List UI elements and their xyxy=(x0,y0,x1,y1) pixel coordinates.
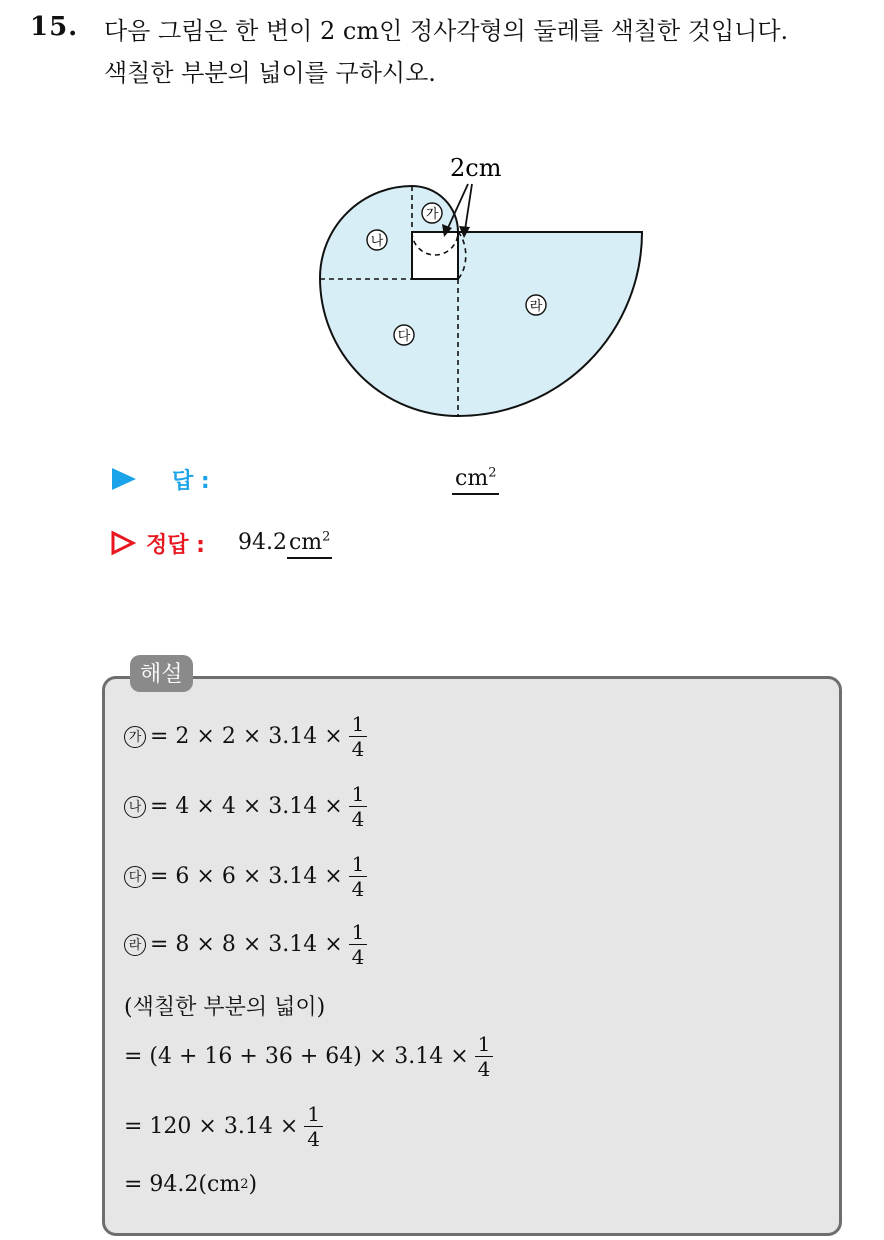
solution-expr: = 120 × 3.14 × xyxy=(124,1114,299,1139)
region-label-ga xyxy=(422,203,442,223)
spiral-figure xyxy=(300,140,660,430)
region-label-ra-text: 라 xyxy=(529,299,543,314)
solution-step3: = 94.2( cm 2 ) xyxy=(124,1172,258,1197)
solution-tag: 해설 xyxy=(130,655,193,692)
solution-unit: cm xyxy=(207,1172,241,1197)
solution-step1 xyxy=(124,1032,493,1081)
answer-label: 답 : xyxy=(172,469,210,494)
correct-value: 94.2 xyxy=(238,530,287,555)
correct-unit: cm xyxy=(288,530,323,555)
center-square xyxy=(412,232,458,279)
question-number: 15. xyxy=(30,12,79,42)
solution-expr: = 4 × 4 × 3.14 × xyxy=(150,794,343,819)
circled-mark-na: 나 xyxy=(124,796,146,818)
region-label-ra xyxy=(526,295,546,315)
solution-line-na xyxy=(124,782,367,831)
answer-unit: cm xyxy=(455,466,489,491)
outline-triangle-icon xyxy=(110,530,136,556)
fraction-numerator: 1 xyxy=(304,1102,323,1127)
fraction xyxy=(349,712,368,761)
fraction xyxy=(349,782,368,831)
arrow-right-shaft xyxy=(465,184,472,230)
question-text xyxy=(104,10,874,94)
play-triangle-icon xyxy=(112,468,136,490)
fraction xyxy=(304,1102,323,1151)
circled-mark-da: 다 xyxy=(124,866,146,888)
solution-expr: = 8 × 8 × 3.14 × xyxy=(150,932,343,957)
solution-expr: = 94.2( xyxy=(124,1172,207,1197)
correct-label: 정답 : xyxy=(146,533,205,558)
fraction-numerator: 1 xyxy=(349,920,368,945)
circled-mark-ra: 라 xyxy=(124,934,146,956)
correct-unit-exp: 2 xyxy=(322,529,331,545)
answer-row xyxy=(108,462,528,502)
circled-mark-ga: 가 xyxy=(124,726,146,748)
fraction-numerator: 1 xyxy=(349,782,368,807)
region-label-ga-text: 가 xyxy=(425,207,439,222)
region-label-na xyxy=(367,230,387,250)
area-label: (색칠한 부분의 넓이) xyxy=(124,995,326,1020)
fraction-denominator: 4 xyxy=(351,807,365,831)
solution-expr: = 6 × 6 × 3.14 × xyxy=(150,864,343,889)
fraction-denominator: 4 xyxy=(351,737,365,761)
correct-answer-row xyxy=(108,526,508,566)
fraction-numerator: 1 xyxy=(349,852,368,877)
solution-expr: = 2 × 2 × 3.14 × xyxy=(150,724,343,749)
fraction xyxy=(349,852,368,901)
fraction xyxy=(349,920,368,969)
solution-step2 xyxy=(124,1102,323,1151)
fraction-denominator: 4 xyxy=(351,877,365,901)
fraction-denominator: 4 xyxy=(307,1127,320,1151)
shaded-spiral-region xyxy=(320,186,642,416)
fraction xyxy=(475,1032,494,1081)
correct-value-group xyxy=(238,530,332,555)
region-label-da xyxy=(394,325,414,345)
correct-unit-group xyxy=(287,530,332,559)
answer-unit-exp: 2 xyxy=(488,465,497,481)
length-label: 2cm xyxy=(450,154,502,182)
solution-close-paren: ) xyxy=(248,1172,258,1197)
fraction-denominator: 4 xyxy=(477,1057,491,1081)
fraction-numerator: 1 xyxy=(475,1032,494,1057)
answer-blank[interactable] xyxy=(452,466,499,495)
solution-line-ga xyxy=(124,712,367,761)
question-text-line2: 색칠한 부분의 넓이를 구하시오. xyxy=(104,59,436,87)
fraction-numerator: 1 xyxy=(349,712,368,737)
region-label-na-text: 나 xyxy=(370,234,384,249)
region-label-da-text: 다 xyxy=(397,329,411,344)
solution-expr: = (4 + 16 + 36 + 64) × 3.14 × xyxy=(124,1044,469,1069)
question-text-line1: 다음 그림은 한 변이 2 cm인 정사각형의 둘레를 색칠한 것입니다. xyxy=(104,17,789,45)
solution-line-da xyxy=(124,852,367,901)
solution-line-ra xyxy=(124,920,367,969)
fraction-denominator: 4 xyxy=(351,945,365,969)
